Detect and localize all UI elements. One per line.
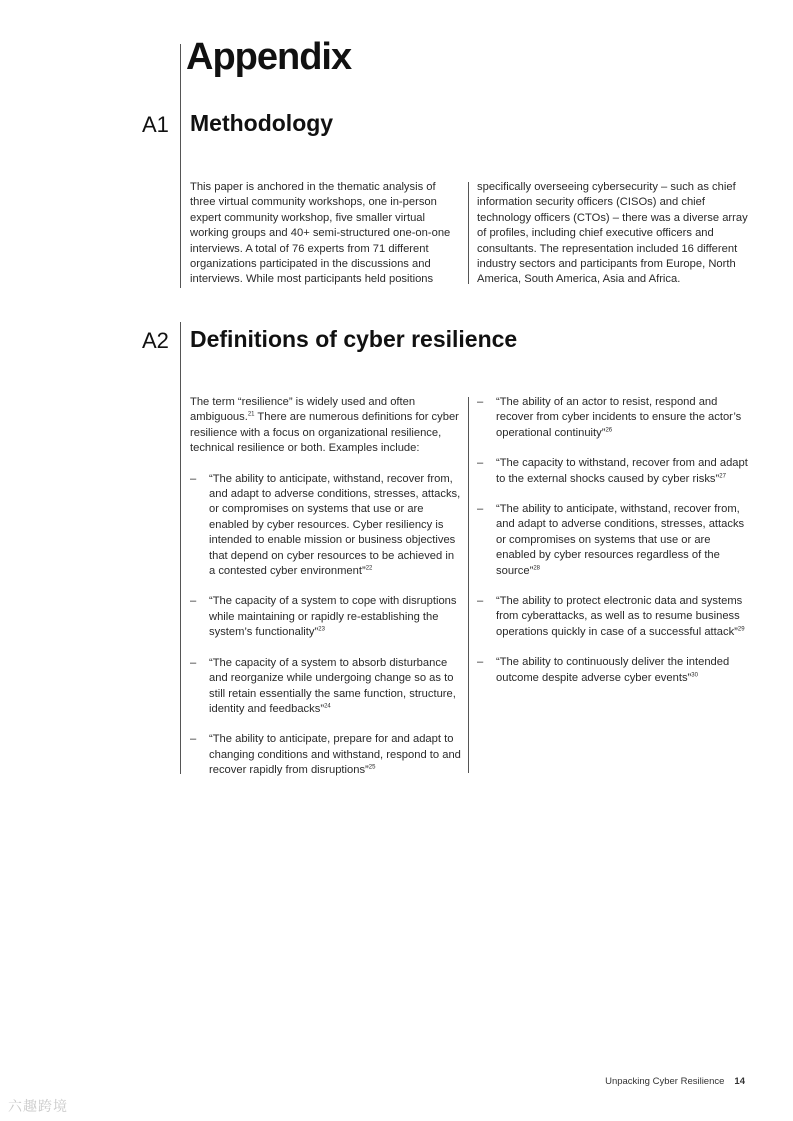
list-item <box>190 594 462 640</box>
definition-text: “The capacity of a system to absorb disturbance and reorganize while undergoing change so as to still retain essentially the same function, structure, identity and feedbacks” <box>209 656 456 715</box>
footer-doc-title: Unpacking Cyber Resilience <box>605 1076 725 1087</box>
footnote-ref: 27 <box>719 472 726 479</box>
column-rule-a1 <box>468 182 469 284</box>
page-title: Appendix <box>186 36 352 78</box>
definition-text: “The ability to protect electronic data and systems from cyberattacks, as well as to resume business operations quickly in case of a successful attack” <box>496 595 743 638</box>
list-item <box>477 395 749 441</box>
section-title-a1: Methodology <box>190 110 334 136</box>
page-number: 14 <box>734 1076 745 1087</box>
definition-text: “The capacity to withstand, recover from and adapt to the external shocks caused by cyber risks” <box>496 457 748 485</box>
definition-text: “The ability to continuously deliver the intended outcome despite adverse cyber events” <box>496 656 730 684</box>
section-number-a1: A1 <box>142 112 169 137</box>
definitions-list-right <box>477 395 749 686</box>
methodology-column-left <box>190 180 462 288</box>
list-item <box>190 732 462 778</box>
footnote-ref: 30 <box>691 671 698 678</box>
footnote-ref: 29 <box>737 626 745 633</box>
footnote-ref: 24 <box>324 703 331 710</box>
definition-text: “The ability to anticipate, withstand, recover from, and adapt to adverse conditions, stresses, attacks or compromises on systems that use or are enabled by cyber resources regardless of the source” <box>496 503 745 577</box>
footnote-ref: 25 <box>368 764 376 771</box>
methodology-text-right: specifically overseeing cybersecurity – such as chief information security officers (CISOs) and chief technology officers (CTOs) – there was a diverse array of profiles, including chief executive officers and consultants. The representation included 16 different industry sectors and participants from Europe, North America, South America, Asia and Africa. <box>477 181 748 286</box>
column-rule-a2 <box>468 397 469 773</box>
methodology-column-right <box>477 180 749 288</box>
definition-text: “The capacity of a system to cope with disruptions while maintaining or rapidly re-establishing the system’s functionality” <box>209 595 457 639</box>
section-number-a2: A2 <box>142 328 169 353</box>
section-title-a2: Definitions of cyber resilience <box>190 326 518 352</box>
definitions-column-right <box>477 395 749 686</box>
methodology-text-left: This paper is anchored in the thematic analysis of three virtual community workshops, one in-person expert community workshop, five smaller virtual working groups and 40+ semi-structured one-on-one interviews. A total of 76 experts from 71 different organizations participated in the discussions and interviews. While most participants held positions <box>190 181 451 286</box>
margin-rule-middle <box>180 322 181 774</box>
list-item <box>190 472 462 580</box>
page-footer <box>605 1076 745 1087</box>
definitions-list-left <box>190 472 462 779</box>
margin-rule-top <box>180 44 181 288</box>
footnote-ref: 23 <box>318 626 325 633</box>
footnote-ref: 28 <box>533 564 540 571</box>
intro-text-rest: There are numerous definitions for cyber resilience with a focus on organizational resilience, technical resilience or both. Examples include: <box>190 411 459 455</box>
list-item <box>477 594 749 640</box>
list-item <box>477 502 749 579</box>
definition-text: “The ability to anticipate, prepare for and adapt to changing conditions and withstand, respond to and recover rapidly from disruptions” <box>209 733 461 777</box>
list-item <box>190 656 462 718</box>
definitions-intro <box>190 395 462 457</box>
list-item <box>477 456 749 487</box>
intro-text: The term “resilience” is widely used and often ambiguous. <box>190 396 416 424</box>
list-item <box>477 655 749 686</box>
definition-text: “The ability of an actor to resist, respond and recover from cyber incidents to ensure the actor’s operational continuity” <box>496 396 742 439</box>
footnote-ref: 26 <box>605 427 613 434</box>
definitions-column-left <box>190 395 462 779</box>
intro-footnote-ref: 21 <box>247 411 255 418</box>
watermark-logo: 六趣跨境 <box>8 1098 68 1114</box>
footnote-ref: 22 <box>365 565 373 572</box>
definition-text: “The ability to anticipate, withstand, recover from, and adapt to adverse conditions, stresses, attacks, or compromises on systems that use or are enabled by cyber resources. Cyber resiliency is intended to enable mission or business objectives that depend on cyber resources to be achieved in a contested cyber environment” <box>209 472 461 578</box>
